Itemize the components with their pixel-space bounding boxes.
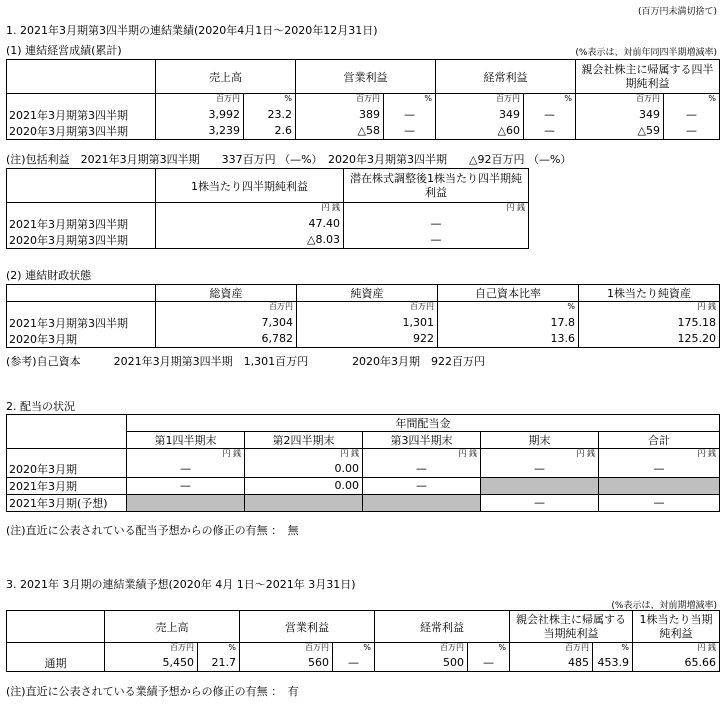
cell-value: — [524, 123, 576, 140]
header-blank [7, 415, 127, 432]
unit-label: 円 銭 [599, 449, 720, 461]
unit-label: % [438, 302, 579, 315]
cell-value: — [384, 107, 436, 123]
cell-value: — [363, 477, 481, 494]
unit-label: % [333, 643, 375, 655]
cell-value: 500 [375, 655, 468, 672]
header-annual-dividend: 年間配当金 [127, 415, 720, 432]
unit-label: % [664, 94, 720, 107]
section4-note: (%表示は、対前期増減率) [611, 601, 717, 611]
header-sales: 売上高 [105, 611, 240, 643]
cell-shaded [127, 494, 245, 511]
unit-label: 円 銭 [481, 449, 599, 461]
cell-value: 17.8 [438, 315, 579, 331]
unit-label: 円 銭 [633, 643, 720, 655]
cell-value: △60 [436, 123, 524, 140]
cell-value: 3,239 [156, 123, 244, 140]
section1-note: (%表示は、対前年同四半期増減率) [575, 48, 717, 58]
cell-value: — [384, 123, 436, 140]
forecast-revision-note: (注)直近に公表されている業績予想からの修正の有無 ： 有 [6, 685, 299, 698]
cell-value: 922 [297, 331, 438, 348]
cell-value: 175.18 [579, 315, 720, 331]
cell-value: 453.9 [593, 655, 633, 672]
unit-label: % [593, 643, 633, 655]
unit-label: 百万円 [436, 94, 524, 107]
cell-value: — [344, 216, 529, 232]
table-row [7, 232, 529, 249]
cell-value: — [468, 655, 510, 672]
header-q2: 第2四半期末 [245, 432, 363, 449]
unit-label: 円 銭 [363, 449, 481, 461]
cell-value: — [524, 107, 576, 123]
header-eps: 1株当たり当期純利益 [633, 611, 720, 643]
cell-shaded [245, 494, 363, 511]
cell-value: 5,450 [105, 655, 198, 672]
cell-value: — [599, 494, 720, 511]
header-net-income: 親会社株主に帰属する四半期純利益 [576, 60, 720, 94]
cell-value: 21.7 [198, 655, 240, 672]
financial-position-table [6, 284, 720, 348]
table-row [7, 315, 720, 331]
cell-value: — [344, 232, 529, 249]
cell-value: — [333, 655, 375, 672]
section1-subtitle: (1) 連結経営成績(累計) [6, 44, 122, 57]
cell-value: 485 [510, 655, 593, 672]
unit-blank [7, 643, 105, 655]
dividend-revision-note: (注)直近に公表されている配当予想からの修正の有無 ： 無 [6, 524, 299, 537]
header-q1: 第1四半期末 [127, 432, 245, 449]
row-label: 2021年3月期第3四半期 [7, 107, 156, 123]
unit-label: % [468, 643, 510, 655]
cell-value: 7,304 [156, 315, 297, 331]
cell-value: 0.00 [245, 461, 363, 478]
section2-subtitle: (2) 連結財政状態 [6, 269, 92, 282]
cell-value: 2.6 [244, 123, 296, 140]
row-label: 通期 [7, 655, 105, 672]
header-ordinary-income: 経常利益 [436, 60, 576, 94]
cell-value: 6,782 [156, 331, 297, 348]
row-label: 2021年3月期(予想) [7, 494, 127, 511]
unit-label: 百万円 [375, 643, 468, 655]
section4-title: 3. 2021年 3月期の連結業績予想(2020年 4月 1日～2021年 3月31日) [6, 578, 356, 591]
cell-value: — [481, 494, 599, 511]
header-equity-ratio: 自己資本比率 [438, 285, 579, 302]
unit-label: 百万円 [297, 302, 438, 315]
cell-value: — [664, 123, 720, 140]
header-ordinary-income: 経常利益 [375, 611, 510, 643]
cell-value: 125.20 [579, 331, 720, 348]
unit-label: 百万円 [510, 643, 593, 655]
cell-value: — [127, 477, 245, 494]
cell-value: 1,301 [297, 315, 438, 331]
row-label: 2021年3月期第3四半期 [7, 315, 156, 331]
forecast-table [6, 610, 720, 672]
header-diluted-eps: 潜在株式調整後1株当たり四半期純利益 [344, 169, 529, 203]
cell-value: 23.2 [244, 107, 296, 123]
unit-label: 百万円 [576, 94, 664, 107]
row-label: 2021年3月期第3四半期 [7, 216, 156, 232]
unit-label: 百万円 [156, 94, 244, 107]
header-net-income: 親会社株主に帰属する当期純利益 [510, 611, 633, 643]
top-note: (百万円未満切捨て) [637, 7, 717, 17]
cell-value: 47.40 [156, 216, 344, 232]
equity-reference: (参考)自己資本 2021年3月期第3四半期 1,301百万円 2020年3月期 922百万円 [6, 355, 486, 368]
header-bps: 1株当たり純資産 [579, 285, 720, 302]
cell-value: △59 [576, 123, 664, 140]
header-blank [7, 611, 105, 643]
table-row [7, 461, 720, 478]
cell-value: — [481, 461, 599, 478]
cell-value: 13.6 [438, 331, 579, 348]
cell-shaded [363, 494, 481, 511]
unit-label: 百万円 [240, 643, 333, 655]
row-label: 2020年3月期第3四半期 [7, 123, 156, 140]
unit-blank [7, 449, 127, 461]
unit-label: 円 銭 [579, 302, 720, 315]
header-operating-income: 営業利益 [240, 611, 375, 643]
unit-label: 円 銭 [245, 449, 363, 461]
table-row [7, 494, 720, 511]
header-operating-income: 営業利益 [296, 60, 436, 94]
table-row [7, 107, 720, 123]
header-net-assets: 純資産 [297, 285, 438, 302]
cell-value: △58 [296, 123, 384, 140]
header-blank [7, 432, 127, 449]
header-eps: 1株当たり四半期純利益 [156, 169, 344, 203]
table-row [7, 216, 529, 232]
cell-value: 560 [240, 655, 333, 672]
row-label: 2020年3月期第3四半期 [7, 232, 156, 249]
unit-label: 円 銭 [127, 449, 245, 461]
unit-blank [7, 302, 156, 315]
unit-label: 円 銭 [344, 203, 529, 216]
cell-value: 349 [576, 107, 664, 123]
table-row [7, 331, 720, 348]
comprehensive-income-note: (注)包括利益 2021年3月期第3四半期 337百万円 （—%） 2020年3月期第3四半期 △92百万円 （—%） [6, 153, 572, 166]
cell-value: — [127, 461, 245, 478]
header-blank [7, 285, 156, 302]
cell-value: △8.03 [156, 232, 344, 249]
unit-label: 円 銭 [156, 203, 344, 216]
table-row [7, 123, 720, 140]
eps-table [6, 168, 529, 249]
unit-label: 百万円 [105, 643, 198, 655]
row-label: 2021年3月期 [7, 477, 127, 494]
header-q3: 第3四半期末 [363, 432, 481, 449]
header-sales: 売上高 [156, 60, 296, 94]
unit-label: 百万円 [156, 302, 297, 315]
dividends-table [6, 414, 720, 512]
header-blank [7, 169, 156, 203]
consolidated-results-table [6, 59, 720, 140]
unit-blank [7, 203, 156, 216]
header-blank [7, 60, 156, 94]
header-total: 合計 [599, 432, 720, 449]
row-label: 2020年3月期 [7, 331, 156, 348]
unit-label: % [384, 94, 436, 107]
section1-title: 1. 2021年3月期第3四半期の連結業績(2020年4月1日～2020年12月31日) [6, 24, 378, 37]
section3-title: 2. 配当の状況 [6, 400, 75, 413]
cell-value: 0.00 [245, 477, 363, 494]
row-label: 2020年3月期 [7, 461, 127, 478]
cell-value: 65.66 [633, 655, 720, 672]
header-total-assets: 総資産 [156, 285, 297, 302]
unit-label: 百万円 [296, 94, 384, 107]
cell-value: 349 [436, 107, 524, 123]
cell-value: 389 [296, 107, 384, 123]
cell-shaded [481, 477, 599, 494]
cell-value: 3,992 [156, 107, 244, 123]
unit-blank [7, 94, 156, 107]
table-row [7, 655, 720, 672]
unit-label: % [524, 94, 576, 107]
unit-label: % [244, 94, 296, 107]
table-row [7, 477, 720, 494]
unit-label: % [198, 643, 240, 655]
header-year-end: 期末 [481, 432, 599, 449]
cell-value: — [664, 107, 720, 123]
cell-value: — [599, 461, 720, 478]
cell-shaded [599, 477, 720, 494]
cell-value: — [363, 461, 481, 478]
